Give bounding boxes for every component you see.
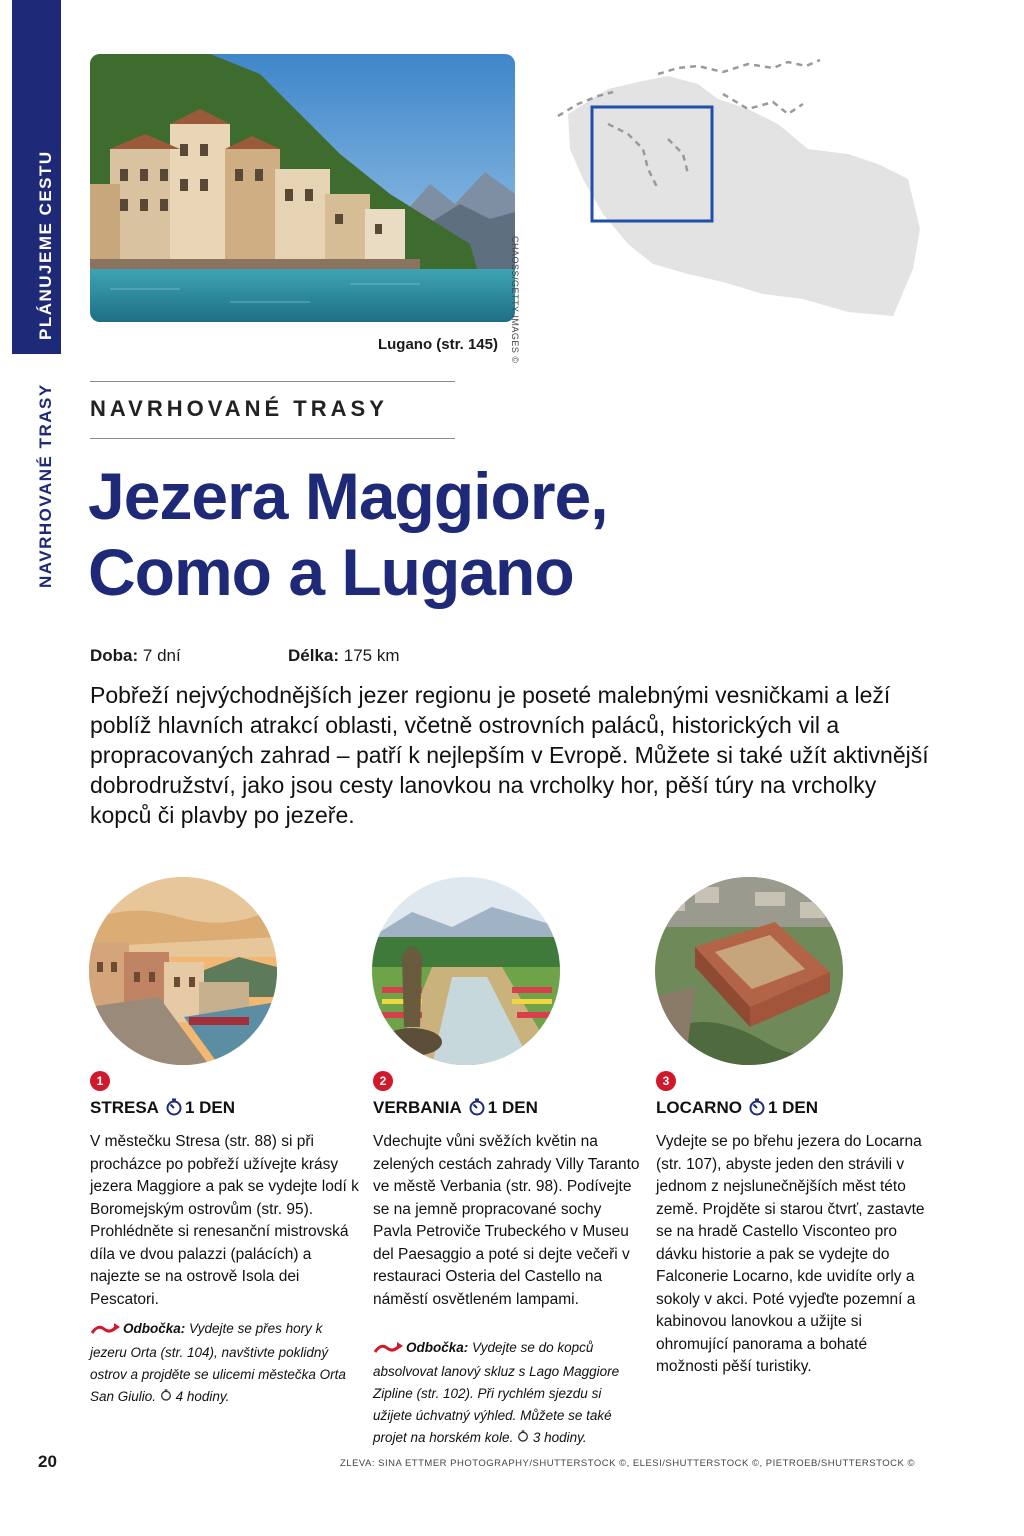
side-section-label: NAVRHOVANÉ TRASY (36, 383, 55, 588)
duration-value: 7 dní (142, 646, 181, 665)
map-region-icon (568, 76, 920, 316)
detour-icon (90, 1320, 120, 1342)
stop-photo-locarno (655, 877, 843, 1065)
detour-text: Vydejte se přes hory k jezeru Orta (str. 104), navštivte poklidný ostrov a projděte se ulicemi městečka Orta San Giulio. (90, 1321, 346, 1404)
stop-photo-verbania (372, 877, 560, 1065)
detour-text: Vydejte se do kopců absolvovat lanový skluz s Lago Maggiore Zipline (str. 102). Při rychlém sjezdu si užijete úchvatný výhled. Můžete se také projet na horském kole. (373, 1340, 620, 1445)
detour-label: Odbočka: (123, 1321, 186, 1336)
meta-duration (90, 646, 181, 666)
stop-duration: 1 DEN (184, 1098, 236, 1117)
stop-body-verbania: Vdechujte vůni svěžích květin na zelených cestách zahrady Villy Taranto ve městě Verbania (str. 98). Podívejte se na jemně propracované sochy Pavla Petroviče Trubeckého v Museu del Paesaggio a poté si dejte večeři v restauraci Osteria del Castello na náměstí osvětleném lampami. (373, 1133, 640, 1308)
page-title (88, 458, 988, 610)
detour-icon (373, 1339, 403, 1361)
length-value: 175 km (343, 646, 400, 665)
stop-body-stresa: V městečku Stresa (str. 88) si při procházce po pobřeží užívejte krásy jezera Maggiore a pak se vydejte lodí k Boromejským ostrovům (str. 95). Prohlédněte si renesanční mistrovská díla ve dvou palazzi (palácích) a najezte se na ostrově Isola dei Pescatori. (90, 1133, 359, 1308)
detour-stresa (90, 1318, 360, 1408)
stopwatch-icon (748, 1098, 766, 1121)
stopwatch-icon (468, 1098, 486, 1121)
stop-number-3: 3 (656, 1071, 676, 1091)
hero-caption: Lugano (str. 145) (377, 336, 498, 353)
meta-length (288, 646, 400, 666)
stop-photo-stresa (89, 877, 277, 1065)
stop-name: VERBANIA (373, 1098, 462, 1117)
title-line-1: Jezera Maggiore, (88, 459, 608, 533)
locator-map (548, 54, 928, 324)
stopwatch-icon (517, 1430, 529, 1445)
stop-body-locarno: Vydejte se po břehu jezera do Locarna (str. 107), abyste jeden den strávili v jednom z nejslunečnějších měst této země. Projděte si starou čtvrť, zastavte se na hradě Castello Visconteo pro dávku historie a pak se vydejte do Falconerie Locarno, kde uvidíte orly a sokoly v akci. Poté vyjeďte pozemní a kabinovou lanovkou a užijte si ohromující panorama a bohaté možnosti pěší turistiky. (656, 1133, 925, 1375)
hero-photo-lugano (90, 54, 515, 322)
stop-name: STRESA (90, 1098, 159, 1117)
intro-paragraph: Pobřeží nejvýchodnějších jezer regionu je poseté malebnými vesničkami a leží poblíž hlavních atrakcí oblasti, včetně ostrovních paláců, historických vil a propracovaných zahrad – patří k nejlepším v Evropě. Můžete si také užít aktivnější dobrodružství, jako jsou cesty lanovkou na vrcholky hor, pěší túry na vrcholky kopců či plavby po jezeře. (90, 682, 929, 828)
title-line-2: Como a Lugano (88, 535, 574, 609)
length-label: Délka: (288, 646, 340, 665)
detour-time: 4 hodiny. (175, 1389, 230, 1404)
page-number: 20 (38, 1452, 57, 1471)
section-label: NAVRHOVANÉ TRASY (90, 396, 388, 421)
detour-verbania (373, 1337, 643, 1449)
stop-name: LOCARNO (656, 1098, 742, 1117)
stop-number-2: 2 (373, 1071, 393, 1091)
photo-credits: ZLEVA: SINA ETTMER PHOTOGRAPHY/SHUTTERSTOCK ©, ELESI/SHUTTERSTOCK ©, PIETROEB/SHUTTERSTOCK © (340, 1458, 915, 1469)
stop-heading-verbania (373, 1098, 538, 1121)
stop-heading-stresa (90, 1098, 235, 1121)
stop-number-1: 1 (90, 1071, 110, 1091)
stopwatch-icon (160, 1389, 172, 1404)
stop-heading-locarno (656, 1098, 818, 1121)
stop-duration: 1 DEN (767, 1098, 819, 1117)
rule-bottom (90, 438, 455, 439)
stop-duration: 1 DEN (487, 1098, 538, 1117)
rule-top (90, 381, 455, 382)
detour-time: 3 hodiny. (532, 1430, 587, 1445)
detour-label: Odbočka: (406, 1340, 469, 1355)
duration-label: Doba: (90, 646, 139, 665)
stopwatch-icon (165, 1098, 183, 1121)
side-tab-label: PLÁNUJEME CESTU (36, 150, 55, 340)
photo-credit: CHAOSS/GETTY IMAGES © (510, 236, 520, 364)
